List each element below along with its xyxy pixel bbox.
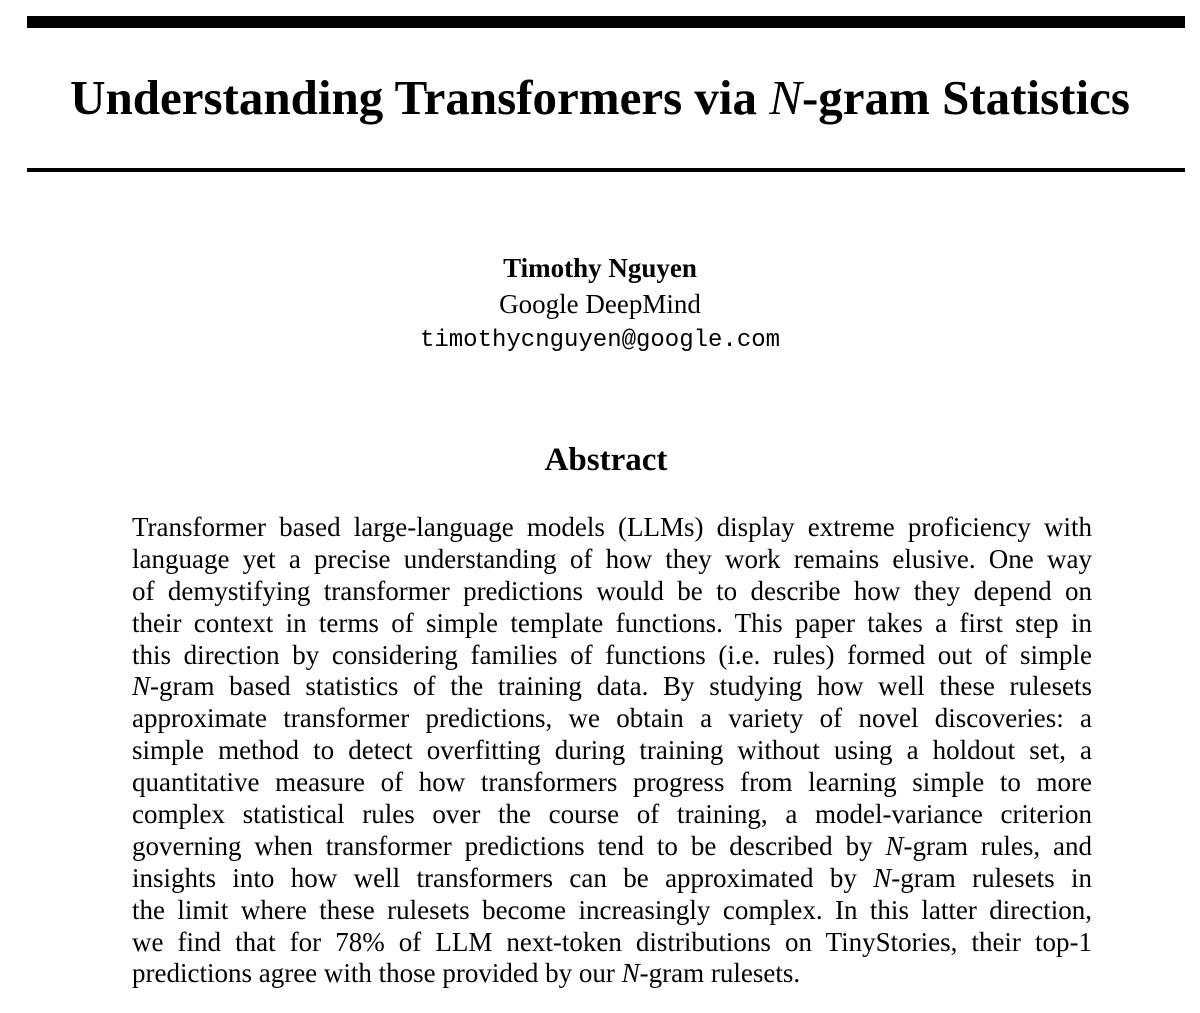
abstract-body: [132, 512, 1092, 990]
abstract-heading: Abstract: [544, 442, 668, 478]
abstract-line-text-after: -gram rulesets.: [639, 958, 801, 989]
abstract-line-variable: N: [873, 862, 892, 893]
abstract-line-text: approximate transformer predictions, we obtain a variety of novel discoveries: a: [132, 703, 1092, 734]
abstract-line-text: complex statistical rules over the course of training, a model-variance criterion: [132, 799, 1092, 830]
abstract-line-variable: N: [885, 830, 904, 861]
abstract-line-variable: N: [132, 671, 151, 702]
abstract-line: [132, 927, 1092, 959]
paper-title: [0, 62, 1200, 134]
abstract-line-text: of demystifying transformer predictions would be to describe how they depend on: [132, 575, 1092, 606]
abstract-line-text: language yet a precise understanding of how they work remains elusive. One way: [132, 543, 1092, 574]
bottom-rule: [27, 168, 1185, 172]
abstract-line-text-after: -gram based statistics of the training data. By studying how well these rulesets: [150, 671, 1092, 702]
author-block: [0, 250, 1200, 360]
abstract-line: [132, 544, 1092, 576]
abstract-line-text-after: -gram rulesets in: [891, 862, 1093, 893]
author-name: Timothy Nguyen: [503, 253, 697, 283]
abstract-line: [132, 671, 1092, 703]
author-email: timothycnguyen@google.com: [419, 327, 781, 354]
abstract-line-text: their context in terms of simple template functions. This paper takes a first step in: [132, 607, 1092, 638]
abstract-line: [132, 512, 1092, 544]
top-rule: [27, 16, 1185, 28]
abstract-line: [132, 608, 1092, 640]
abstract-line-variable: N: [621, 958, 640, 989]
abstract-line: [132, 799, 1092, 831]
author-affiliation: Google DeepMind: [499, 289, 701, 319]
title-text-after: -gram Statistics: [801, 70, 1130, 125]
abstract-line-text: this direction by considering families of functions (i.e. rules) formed out of simple: [132, 639, 1092, 670]
abstract-line-text-after: -gram rules, and: [903, 830, 1093, 861]
abstract-line: [132, 831, 1092, 863]
abstract-line-text: the limit where these rulesets become increasingly complex. In this latter direction,: [132, 894, 1092, 925]
abstract-line-text: Transformer based large-language models (LLMs) display extreme proficiency with: [132, 512, 1092, 542]
abstract-line: [132, 703, 1092, 735]
title-text-before: Understanding Transformers via: [70, 70, 770, 125]
abstract-line: [132, 767, 1092, 799]
abstract-line-text: governing when transformer predictions tend to be described by: [132, 830, 886, 861]
abstract-line-text: quantitative measure of how transformers progress from learning simple to more: [132, 767, 1092, 798]
abstract-line-text: predictions agree with those provided by our: [132, 958, 622, 989]
abstract-line: [132, 958, 1092, 990]
abstract-line-text: we find that for 78% of LLM next-token distributions on TinyStories, their top-1: [132, 926, 1092, 957]
abstract-line: [132, 640, 1092, 672]
abstract-line: [132, 895, 1092, 927]
abstract-line: [132, 576, 1092, 608]
abstract-line-text: insights into how well transformers can be approximated by: [132, 862, 874, 893]
title-variable-n: N: [769, 70, 802, 125]
abstract-line: [132, 735, 1092, 767]
abstract-line: [132, 863, 1092, 895]
abstract-line-text: simple method to detect overfitting during training without using a holdout set, a: [132, 735, 1092, 766]
